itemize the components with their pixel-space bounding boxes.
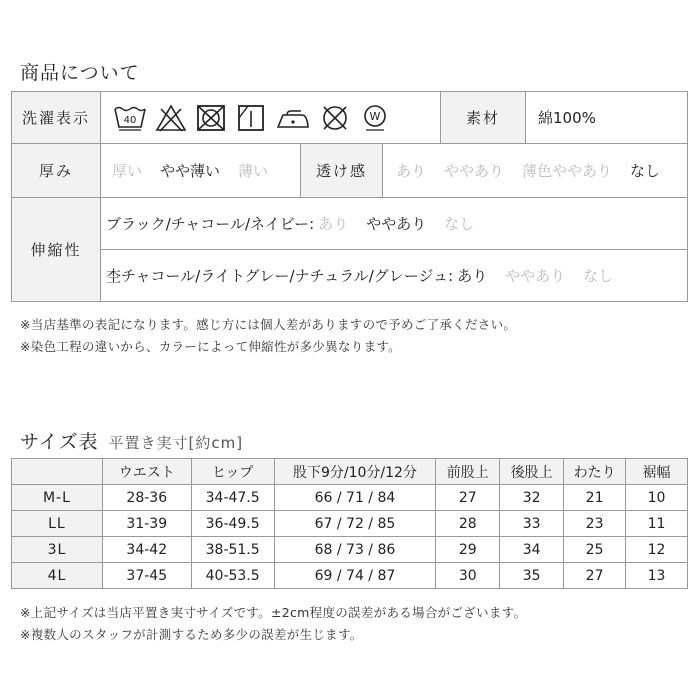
size-subheading: 平置き実寸[約cm] — [108, 434, 244, 452]
no-bleach-icon — [155, 103, 187, 133]
size-cell: 28 — [436, 511, 500, 537]
size-cell: 29 — [436, 537, 500, 563]
size-cell: 67 / 72 / 85 — [274, 511, 436, 537]
stretch-row — [106, 198, 688, 249]
size-cell: 32 — [500, 485, 564, 511]
option-selected: やや薄い — [160, 162, 221, 180]
option-selected: なし — [630, 162, 661, 180]
table-row — [12, 563, 688, 589]
stretch-row — [106, 250, 688, 301]
size-cell: 11 — [626, 511, 688, 537]
size-col-header: 裾幅 — [626, 459, 688, 485]
option-unselected: 薄色ややあり — [522, 162, 613, 180]
wash-40-gentle-icon — [113, 103, 147, 133]
no-tumble-dry-icon — [195, 103, 227, 133]
size-row-label: 4L — [12, 563, 103, 589]
size-cell: 28-36 — [102, 485, 191, 511]
table-row — [12, 511, 688, 537]
size-col-header: 後股上 — [500, 459, 564, 485]
size-cell: 31-39 — [102, 511, 191, 537]
option-unselected: 薄い — [238, 162, 269, 180]
size-cell: 33 — [500, 511, 564, 537]
product-info-table — [11, 91, 688, 302]
product-note: ※当店基準の表記になります。感じ方には個人差がありますので予めご了承ください。 — [20, 317, 517, 332]
size-cell: 23 — [564, 511, 626, 537]
material-label: 素材 — [441, 92, 525, 143]
size-cell: 69 / 74 / 87 — [274, 563, 436, 589]
svg-text:W: W — [369, 109, 381, 123]
line-dry-shade-icon — [235, 103, 267, 133]
size-cell: 37-45 — [102, 563, 191, 589]
size-row-label: 3L — [12, 537, 103, 563]
option-unselected: なし — [444, 215, 475, 233]
size-col-header — [12, 459, 103, 485]
product-heading: 商品について — [20, 62, 140, 84]
no-dry-clean-icon — [319, 103, 351, 133]
sheer-label: 透け感 — [301, 144, 382, 197]
option-unselected: あり — [396, 162, 427, 180]
size-cell: 34 — [500, 537, 564, 563]
size-cell: 21 — [564, 485, 626, 511]
size-cell: 40-53.5 — [191, 563, 274, 589]
size-col-header: ヒップ — [191, 459, 274, 485]
size-table-header — [12, 459, 688, 485]
option-unselected: ややあり — [505, 267, 566, 285]
size-cell: 34-47.5 — [191, 485, 274, 511]
size-col-header: 股下9分/10分/12分 — [274, 459, 436, 485]
size-heading: サイズ表 平置き実寸[約cm] — [20, 431, 244, 453]
size-cell: 68 / 73 / 86 — [274, 537, 436, 563]
option-unselected: 厚い — [112, 162, 143, 180]
option-selected: あり — [457, 267, 488, 285]
size-row-label: M-L — [12, 485, 103, 511]
option-unselected: なし — [583, 267, 614, 285]
care-label: 洗濯表示 — [12, 92, 100, 143]
size-cell: 10 — [626, 485, 688, 511]
size-cell: 34-42 — [102, 537, 191, 563]
size-cell: 27 — [564, 563, 626, 589]
size-cell: 35 — [500, 563, 564, 589]
size-cell: 25 — [564, 537, 626, 563]
size-table — [11, 458, 688, 589]
size-row-label: LL — [12, 511, 103, 537]
iron-low-icon — [275, 103, 311, 133]
size-cell: 13 — [626, 563, 688, 589]
size-cell: 27 — [436, 485, 500, 511]
size-cell: 12 — [626, 537, 688, 563]
table-row — [12, 485, 688, 511]
option-selected: ややあり — [366, 215, 427, 233]
size-note: ※上記サイズは当店平置き実寸サイズです。±2cm程度の誤差がある場合がございます。 — [20, 605, 527, 620]
thickness-label: 厚み — [12, 144, 100, 197]
size-note: ※複数人のスタッフが計測するため多少の誤差が生じます。 — [20, 627, 363, 642]
size-col-header: 前股上 — [436, 459, 500, 485]
size-cell: 30 — [436, 563, 500, 589]
size-cell: 66 / 71 / 84 — [274, 485, 436, 511]
stretch-colors: 杢チャコール/ライトグレー/ナチュラル/グレージュ: — [106, 267, 454, 285]
stretch-label: 伸縮性 — [12, 198, 100, 301]
size-col-header: ウエスト — [102, 459, 191, 485]
wet-clean-gentle-icon — [359, 103, 391, 133]
stretch-colors: ブラック/チャコール/ネイビー: — [106, 215, 315, 233]
size-col-header: わたり — [564, 459, 626, 485]
material-value: 綿100% — [538, 109, 596, 127]
table-row — [12, 537, 688, 563]
product-note: ※染色工程の違いから、カラーによって伸縮性が多少異なります。 — [20, 339, 401, 354]
option-unselected: あり — [318, 215, 349, 233]
svg-text:40: 40 — [123, 114, 137, 126]
size-cell: 38-51.5 — [191, 537, 274, 563]
size-cell: 36-49.5 — [191, 511, 274, 537]
thickness-options — [112, 144, 300, 197]
sheer-options — [396, 144, 688, 197]
care-icons — [101, 92, 440, 143]
option-unselected: ややあり — [444, 162, 505, 180]
